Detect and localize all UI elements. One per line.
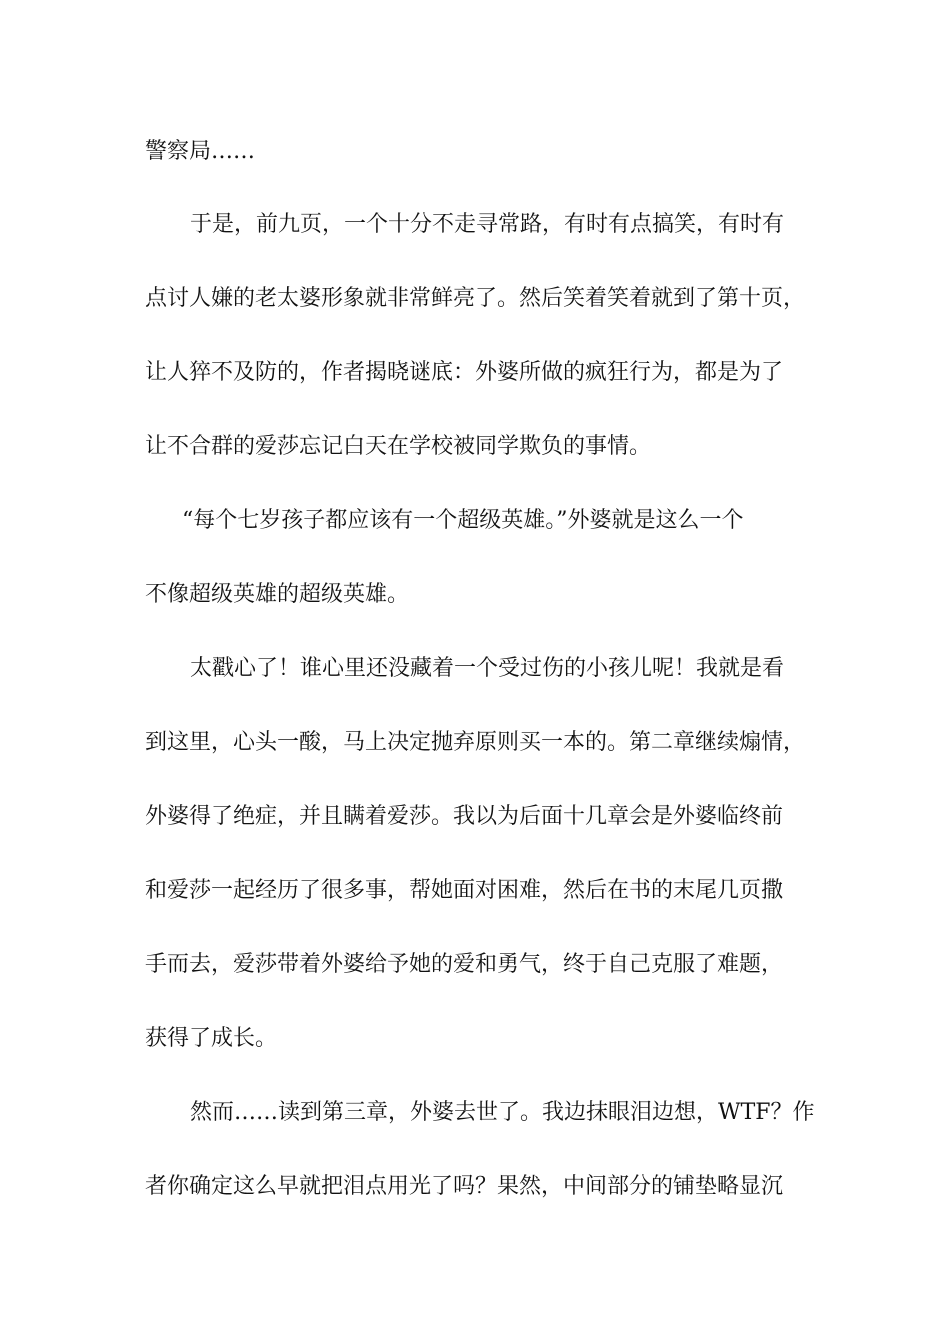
text-line: 让人猝不及防的，作者揭晓谜底：外婆所做的疯狂行为，都是为了 <box>145 360 784 385</box>
text-line: 获得了成长。 <box>145 1026 278 1051</box>
text-line: 太戳心了！谁心里还没藏着一个受过伤的小孩儿呢！我就是看 <box>190 656 785 681</box>
text-line: 者你确定这么早就把泪点用光了吗？果然，中间部分的铺垫略显沉 <box>145 1174 784 1199</box>
text-line: 警察局…… <box>145 139 256 164</box>
text-line: 点讨人嫌的老太婆形象就非常鲜亮了。然后笑着笑着就到了第十页， <box>145 286 806 311</box>
text-line: 和爱莎一起经历了很多事，帮她面对困难，然后在书的末尾几页撒 <box>145 878 784 903</box>
text-line: 然而……读到第三章，外婆去世了。我边抹眼泪边想，WTF？作 <box>190 1100 815 1125</box>
text-line: 到这里，心头一酸，马上决定抛弃原则买一本的。第二章继续煽情， <box>145 730 806 755</box>
text-line: 外婆得了绝症，并且瞒着爱莎。我以为后面十几章会是外婆临终前 <box>145 804 784 829</box>
text-line: “每个七岁孩子都应该有一个超级英雄。”外婆就是这么一个 <box>182 508 744 533</box>
text-line: 于是，前九页，一个十分不走寻常路，有时有点搞笑，有时有 <box>190 212 785 237</box>
text-line: 不像超级英雄的超级英雄。 <box>145 582 410 607</box>
text-line: 手而去，爱莎带着外婆给予她的爱和勇气，终于自己克服了难题， <box>145 952 784 977</box>
text-line: 让不合群的爱莎忘记白天在学校被同学欺负的事情。 <box>145 434 652 459</box>
